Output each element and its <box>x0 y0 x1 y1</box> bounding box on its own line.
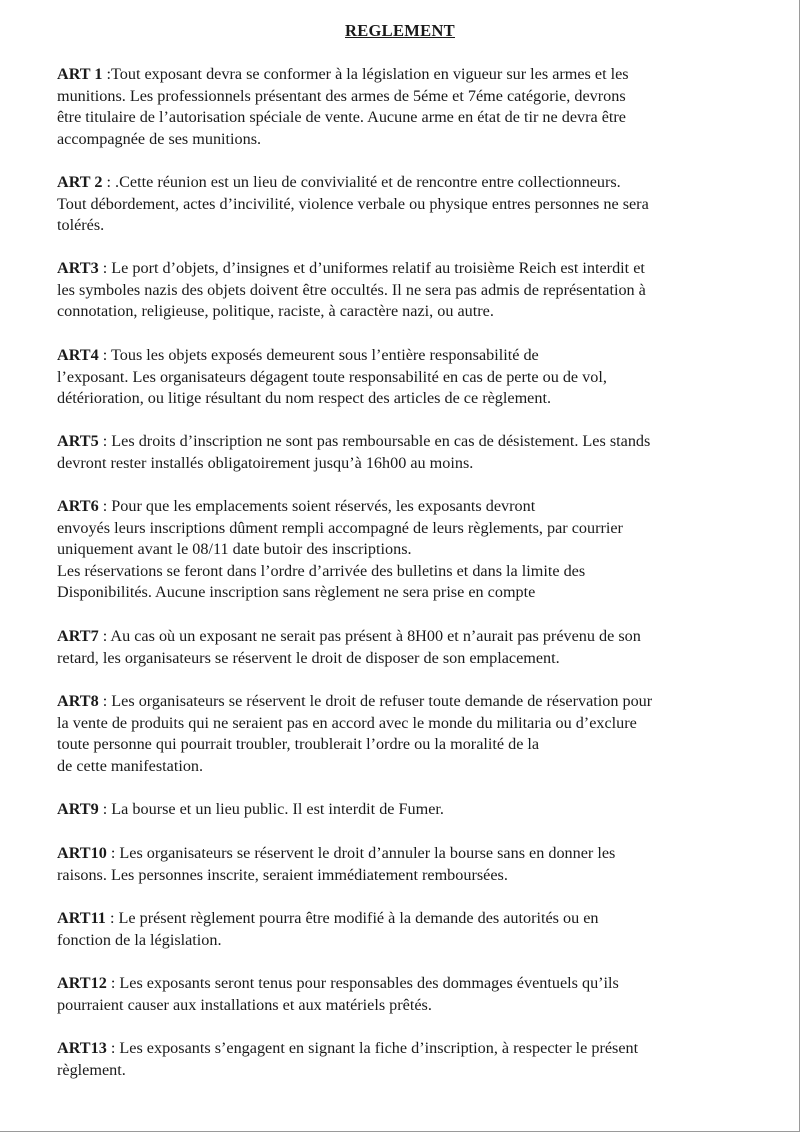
article-line: devront rester installés obligatoirement jusqu’à 16h00 au moins. <box>57 453 474 472</box>
article-line: la vente de produits qui ne seraient pas en accord avec le monde du militaria ou d’exclure <box>57 713 637 732</box>
article-text: : Le présent règlement pourra être modifié à la demande des autorités ou en <box>105 909 599 927</box>
article-label: ART4 <box>57 346 99 364</box>
article-line: connotation, religieuse, politique, raciste, à caractère nazi, ou autre. <box>57 302 494 321</box>
article-2 <box>57 172 757 237</box>
article-label: ART 1 <box>57 65 103 83</box>
article-line <box>57 431 757 453</box>
article-text: : Les organisateurs se réservent le droit de refuser toute demande de réservation pour <box>98 692 653 710</box>
article-line: de cette manifestation. <box>57 756 204 775</box>
article-13 <box>57 1038 757 1081</box>
article-label: ART10 <box>57 844 107 862</box>
article-6 <box>57 496 757 604</box>
article-label: ART6 <box>57 497 99 515</box>
article-text: : Pour que les emplacements soient réservés, les exposants devront <box>98 497 536 515</box>
article-line: règlement. <box>57 1060 126 1079</box>
article-label: ART5 <box>57 432 99 450</box>
article-1 <box>57 64 757 150</box>
article-line <box>57 258 757 280</box>
article-4 <box>57 345 757 410</box>
article-5 <box>57 431 757 474</box>
article-text: : Les exposants seront tenus pour responsables des dommages éventuels qu’ils <box>106 974 619 992</box>
article-8 <box>57 691 757 777</box>
article-line: toute personne qui pourrait troubler, troublerait l’ordre ou la moralité de la <box>57 735 540 754</box>
article-label: ART11 <box>57 909 106 927</box>
article-label: ART3 <box>57 259 99 277</box>
article-label: ART7 <box>57 627 99 645</box>
article-line: envoyés leurs inscriptions dûment rempli accompagné de leurs règlements, par courrier <box>57 518 623 537</box>
article-text: :Tout exposant devra se conformer à la législation en vigueur sur les armes et les <box>102 65 629 83</box>
article-text: : Les droits d’inscription ne sont pas remboursable en cas de désistement. Les stands <box>98 432 651 450</box>
document-title: REGLEMENT <box>345 21 455 40</box>
article-11 <box>57 908 757 951</box>
article-line <box>57 1038 757 1060</box>
article-label: ART 2 <box>57 173 103 191</box>
article-line: détérioration, ou litige résultant du nom respect des articles de ce règlement. <box>57 389 551 408</box>
article-text: : Les organisateurs se réservent le droit d’annuler la bourse sans en donner les <box>106 844 616 862</box>
article-line: Disponibilités. Aucune inscription sans règlement ne sera prise en compte <box>57 583 536 602</box>
article-line: tolérés. <box>57 216 105 235</box>
article-line <box>57 973 757 995</box>
article-text: : Les exposants s’engagent en signant la fiche d’inscription, à respecter le présent <box>106 1039 639 1057</box>
article-line <box>57 64 757 86</box>
article-line <box>57 691 757 713</box>
article-line <box>57 626 757 648</box>
article-line <box>57 799 757 821</box>
article-text: : Tous les objets exposés demeurent sous l’entière responsabilité de <box>98 346 539 364</box>
article-7 <box>57 626 757 669</box>
article-text: : .Cette réunion est un lieu de convivialité et de rencontre entre collectionneurs. <box>102 173 621 191</box>
article-line: Tout débordement, actes d’incivilité, violence verbale ou physique entres personnes ne sera <box>57 194 649 213</box>
article-label: ART13 <box>57 1039 107 1057</box>
article-line: accompagnée de ses munitions. <box>57 129 262 148</box>
article-line <box>57 908 757 930</box>
article-line <box>57 172 757 194</box>
article-line: retard, les organisateurs se réservent le droit de disposer de son emplacement. <box>57 648 560 667</box>
article-line <box>57 843 757 865</box>
article-line: fonction de la législation. <box>57 930 222 949</box>
article-label: ART8 <box>57 692 99 710</box>
article-3 <box>57 258 757 323</box>
article-9 <box>57 799 757 821</box>
article-line: munitions. Les professionnels présentant des armes de 5éme et 7éme catégorie, devrons <box>57 86 626 105</box>
article-line: être titulaire de l’autorisation spéciale de vente. Aucune arme en état de tir ne devra être <box>57 108 626 127</box>
article-text: : Le port d’objets, d’insignes et d’uniformes relatif au troisième Reich est interdit et <box>98 259 645 277</box>
article-12 <box>57 973 757 1016</box>
article-line: Les réservations se feront dans l’ordre d’arrivée des bulletins et dans la limite des <box>57 561 586 580</box>
article-10 <box>57 843 757 886</box>
article-label: ART9 <box>57 800 99 818</box>
article-label: ART12 <box>57 974 107 992</box>
article-line: pourraient causer aux installations et aux matériels prêtés. <box>57 995 432 1014</box>
article-line: l’exposant. Les organisateurs dégagent toute responsabilité en cas de perte ou de vol, <box>57 367 607 386</box>
article-line <box>57 345 757 367</box>
article-line <box>57 496 757 518</box>
article-text: : Au cas où un exposant ne serait pas présent à 8H00 et n’aurait pas prévenu de son <box>98 627 641 645</box>
article-line: uniquement avant le 08/11 date butoir des inscriptions. <box>57 540 412 559</box>
article-text: : La bourse et un lieu public. Il est interdit de Fumer. <box>98 800 444 818</box>
article-line: raisons. Les personnes inscrite, seraient immédiatement remboursées. <box>57 865 508 884</box>
article-line: les symboles nazis des objets doivent être occultés. Il ne sera pas admis de représentation à <box>57 280 646 299</box>
